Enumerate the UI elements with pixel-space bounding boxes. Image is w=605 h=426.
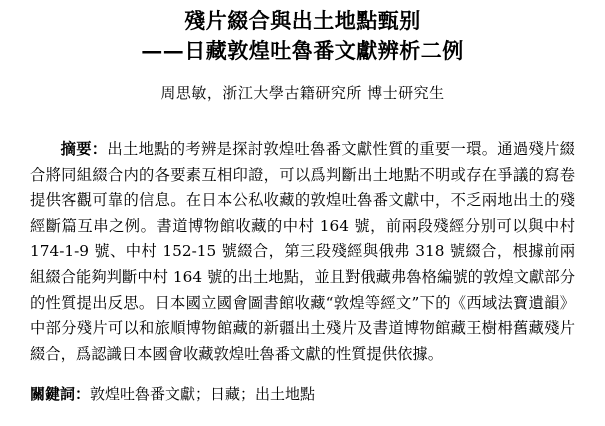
article-subtitle: ——日藏敦煌吐魯番文獻辨析二例: [141, 38, 464, 63]
abstract-label: 摘要：: [60, 140, 108, 158]
article-title: 殘片綴合與出土地點甄别: [184, 8, 421, 33]
keywords-text: 敦煌吐魯番文獻；日藏；出土地點: [90, 384, 316, 403]
abstract-paragraph: [30, 137, 575, 367]
keywords-label: 關鍵詞：: [30, 384, 91, 403]
keywords-line: [30, 383, 575, 405]
abstract-text: 出土地點的考辨是探討敦煌吐魯番文獻性質的重要一環。通過殘片綴合將同組綴合内的各要素互相印證，可以爲判斷出土地點不明或存在爭議的寫卷提供客觀可靠的信息。在日本公私收藏的敦煌吐魯番文獻中，不乏兩地出土的殘經斷篇互串之例。書道博物館收藏的中村 164 號，前兩段殘經分别可以與中村 174-1-9 號、中村 152-15 號綴合，第三段殘經與俄弗 318 號綴合，根據前兩組綴合能夠判斷中村 164 號的出土地點，並且對俄藏弗魯格編號的敦煌文獻部分的性質提出反思。日本國立國會圖書館收藏“敦煌等經文”下的《西域法寶遺韻》中部分殘片可以和旅順博物館藏的新疆出土殘片及書道博物館藏王樹枏舊藏殘片綴合，爲認識日本國會收藏敦煌吐魯番文獻的性質提供依據。: [30, 140, 575, 363]
author-line: 周思敏，浙江大學古籍研究所 博士研究生: [160, 84, 445, 102]
